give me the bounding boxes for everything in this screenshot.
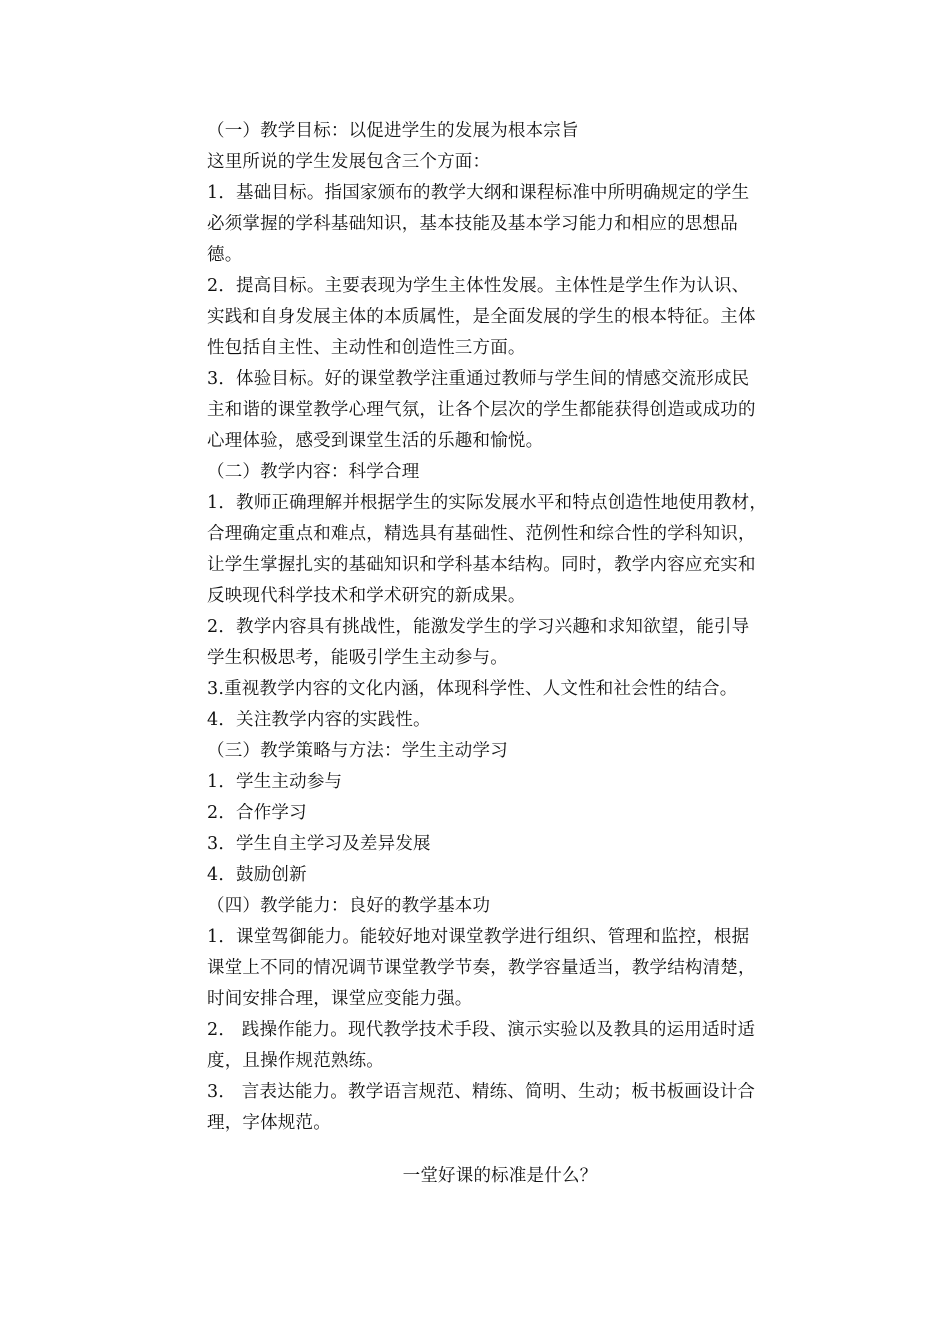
- paragraph-line: 3． 言表达能力。教学语言规范、精练、简明、生动；板书板画设计合: [207, 1082, 756, 1102]
- paragraph-line: 3．体验目标。好的课堂教学注重通过教师与学生间的情感交流形成民: [207, 369, 750, 389]
- paragraph-line: 学生积极思考，能吸引学生主动参与。: [207, 648, 508, 668]
- paragraph-line: 1．教师正确理解并根据学生的实际发展水平和特点创造性地使用教材，: [207, 493, 768, 513]
- paragraph-line: 2．提高目标。主要表现为学生主体性发展。主体性是学生作为认识、: [207, 276, 750, 296]
- paragraph-line: 必须掌握的学科基础知识，基本技能及基本学习能力和相应的思想品: [207, 214, 738, 234]
- section-heading-teaching-ability: （四）教学能力：良好的教学基本功: [207, 896, 491, 916]
- paragraph-line: 实践和自身发展主体的本质属性，是全面发展的学生的根本特征。主体: [207, 307, 756, 327]
- paragraph-line: 合理确定重点和难点，精选具有基础性、范例性和综合性的学科知识，: [207, 524, 756, 544]
- paragraph-line: 2． 践操作能力。现代教学技术手段、演示实验以及教具的运用适时适: [207, 1020, 756, 1040]
- paragraph-line: 课堂上不同的情况调节课堂教学节奏，教学容量适当，教学结构清楚，: [207, 958, 756, 978]
- closing-title: 一堂好课的标准是什么？: [402, 1166, 598, 1186]
- paragraph-line: 这里所说的学生发展包含三个方面：: [207, 152, 491, 172]
- paragraph-line: 4．关注教学内容的实践性。: [207, 710, 431, 730]
- document-body: [207, 116, 803, 1139]
- paragraph-line: 2．教学内容具有挑战性，能激发学生的学习兴趣和求知欲望，能引导: [207, 617, 750, 637]
- paragraph-line: 反映现代科学技术和学术研究的新成果。: [207, 586, 526, 606]
- list-item: 1．学生主动参与: [207, 772, 343, 792]
- paragraph-line: 德。: [207, 245, 243, 265]
- list-item: 3．学生自主学习及差异发展: [207, 834, 431, 854]
- paragraph-line: 度，且操作规范熟练。: [207, 1051, 384, 1071]
- paragraph-line: 时间安排合理，课堂应变能力强。: [207, 989, 473, 1009]
- section-heading-teaching-strategy: （三）教学策略与方法：学生主动学习: [207, 741, 508, 761]
- paragraph-line: 1．课堂驾御能力。能较好地对课堂教学进行组织、管理和监控，根据: [207, 927, 750, 947]
- paragraph-line: 主和谐的课堂教学心理气氛，让各个层次的学生都能获得创造或成功的: [207, 400, 756, 420]
- list-item: 2．合作学习: [207, 803, 307, 823]
- paragraph-line: 3.重视教学内容的文化内涵，体现科学性、人文性和社会性的结合。: [207, 679, 738, 699]
- section-heading-teaching-goals: （一）教学目标：以促进学生的发展为根本宗旨: [207, 121, 579, 141]
- paragraph-line: 心理体验，感受到课堂生活的乐趣和愉悦。: [207, 431, 544, 451]
- paragraph-line: 性包括自主性、主动性和创造性三方面。: [207, 338, 526, 358]
- list-item: 4．鼓励创新: [207, 865, 307, 885]
- paragraph-line: 理，字体规范。: [207, 1113, 331, 1133]
- section-heading-teaching-content: （二）教学内容：科学合理: [207, 462, 420, 482]
- paragraph-line: 1．基础目标。指国家颁布的教学大纲和课程标准中所明确规定的学生: [207, 183, 750, 203]
- paragraph-line: 让学生掌握扎实的基础知识和学科基本结构。同时，教学内容应充实和: [207, 555, 756, 575]
